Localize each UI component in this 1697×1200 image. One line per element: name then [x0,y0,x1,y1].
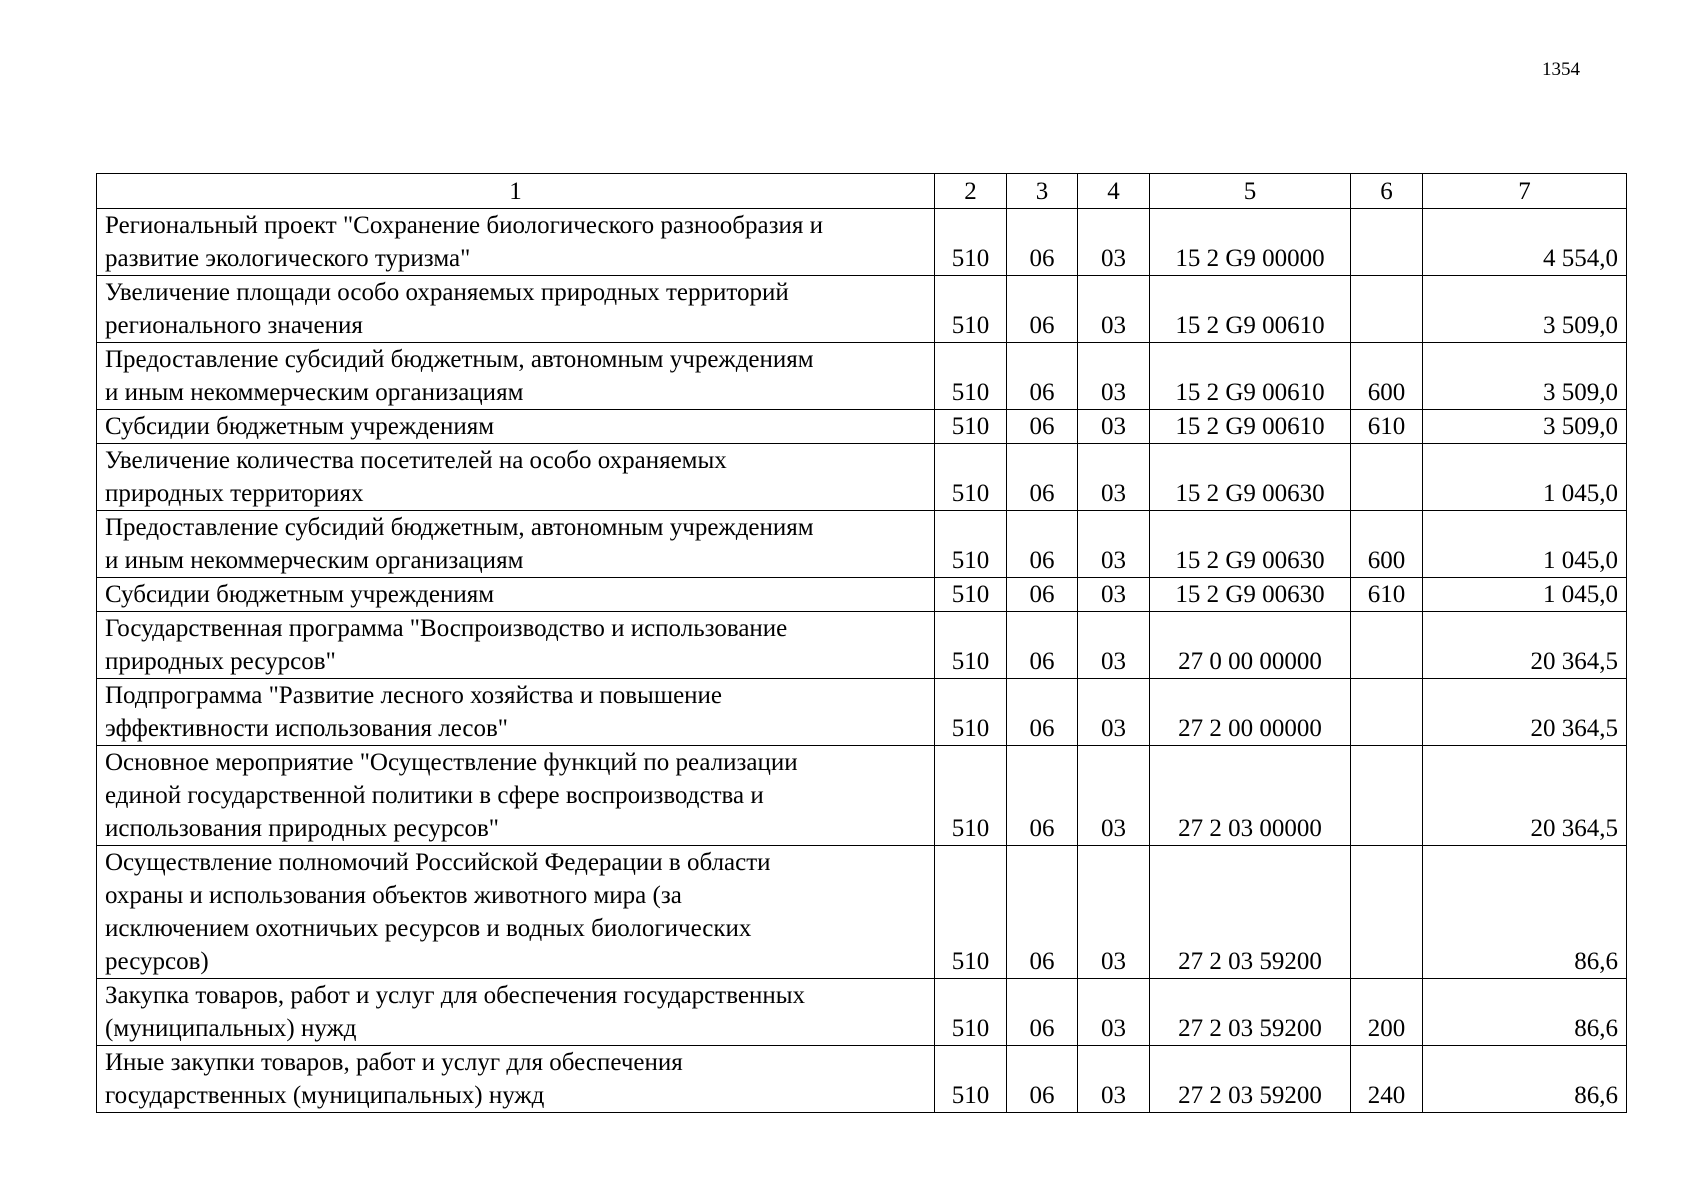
section-cell: 06 [1007,746,1078,846]
row-name-line: (муниципальных) нужд [105,1015,357,1042]
admin-code-cell: 510 [935,410,1007,444]
expense-type-cell [1351,612,1423,679]
row-name-line: единой государственной политики в сфере воспроизводства и [105,782,764,809]
target-article-cell: 27 2 03 59200 [1150,1046,1351,1113]
section-cell: 06 [1007,444,1078,511]
row-name-cell [97,846,935,979]
row-name-line: Закупка товаров, работ и услуг для обеспечения государственных [105,982,806,1009]
target-article-cell: 15 2 G9 00000 [1150,209,1351,276]
subsection-cell: 03 [1078,343,1150,410]
admin-code-cell: 510 [935,846,1007,979]
column-header-5: 5 [1150,174,1351,209]
row-name-cell [97,209,935,276]
admin-code-cell: 510 [935,612,1007,679]
expense-type-cell: 610 [1351,578,1423,612]
row-name-cell [97,444,935,511]
table-row [97,578,1627,612]
row-name-line: ресурсов) [105,948,209,975]
admin-code-cell: 510 [935,746,1007,846]
admin-code-cell: 510 [935,578,1007,612]
expense-type-cell [1351,846,1423,979]
target-article-cell: 27 2 03 00000 [1150,746,1351,846]
row-name-line: Подпрограмма "Развитие лесного хозяйства и повышение [105,682,723,709]
table-row [97,276,1627,343]
amount-cell: 86,6 [1423,979,1627,1046]
target-article-cell: 15 2 G9 00630 [1150,444,1351,511]
target-article-cell: 15 2 G9 00630 [1150,511,1351,578]
expense-type-cell [1351,746,1423,846]
row-name-line: охраны и использования объектов животного мира (за [105,882,682,909]
target-article-cell: 15 2 G9 00610 [1150,343,1351,410]
table-row [97,410,1627,444]
subsection-cell: 03 [1078,979,1150,1046]
section-cell: 06 [1007,578,1078,612]
amount-cell: 1 045,0 [1423,578,1627,612]
row-name-line: природных ресурсов" [105,648,336,675]
section-cell: 06 [1007,679,1078,746]
column-header-6: 6 [1351,174,1423,209]
row-name-cell [97,1046,935,1113]
row-name-line: Основное мероприятие "Осуществление функций по реализации [105,749,798,776]
table-row [97,343,1627,410]
column-header-1: 1 [97,174,935,209]
page-number: 1354 [1542,59,1580,80]
amount-cell: 1 045,0 [1423,511,1627,578]
subsection-cell: 03 [1078,511,1150,578]
expense-type-cell: 610 [1351,410,1423,444]
amount-cell: 20 364,5 [1423,746,1627,846]
target-article-cell: 27 2 00 00000 [1150,679,1351,746]
row-name-cell [97,276,935,343]
admin-code-cell: 510 [935,511,1007,578]
subsection-cell: 03 [1078,679,1150,746]
row-name-line: Предоставление субсидий бюджетным, автономным учреждениям [105,514,814,541]
row-name-line: Государственная программа "Воспроизводство и использование [105,615,788,642]
amount-cell: 3 509,0 [1423,276,1627,343]
admin-code-cell: 510 [935,209,1007,276]
table-row [97,746,1627,846]
table-row [97,511,1627,578]
row-name-cell [97,511,935,578]
row-name-line: Иные закупки товаров, работ и услуг для обеспечения [105,1049,683,1076]
amount-cell: 20 364,5 [1423,679,1627,746]
row-name-cell [97,578,935,612]
section-cell: 06 [1007,979,1078,1046]
table-row [97,612,1627,679]
amount-cell: 20 364,5 [1423,612,1627,679]
row-name-line: Субсидии бюджетным учреждениям [105,413,495,440]
expense-type-cell: 600 [1351,511,1423,578]
admin-code-cell: 510 [935,979,1007,1046]
section-cell: 06 [1007,276,1078,343]
section-cell: 06 [1007,343,1078,410]
target-article-cell: 15 2 G9 00630 [1150,578,1351,612]
row-name-line: и иным некоммерческим организациям [105,547,524,574]
expense-type-cell: 600 [1351,343,1423,410]
row-name-line: использования природных ресурсов" [105,815,499,842]
table-row [97,209,1627,276]
row-name-line: государственных (муниципальных) нужд [105,1082,545,1109]
table-row [97,679,1627,746]
row-name-line: Увеличение площади особо охраняемых природных территорий [105,279,789,306]
expense-type-cell: 240 [1351,1046,1423,1113]
amount-cell: 86,6 [1423,1046,1627,1113]
target-article-cell: 27 2 03 59200 [1150,979,1351,1046]
row-name-cell [97,679,935,746]
row-name-cell [97,979,935,1046]
admin-code-cell: 510 [935,1046,1007,1113]
section-cell: 06 [1007,1046,1078,1113]
amount-cell: 4 554,0 [1423,209,1627,276]
subsection-cell: 03 [1078,276,1150,343]
admin-code-cell: 510 [935,276,1007,343]
subsection-cell: 03 [1078,612,1150,679]
expense-type-cell [1351,444,1423,511]
subsection-cell: 03 [1078,410,1150,444]
subsection-cell: 03 [1078,209,1150,276]
column-header-3: 3 [1007,174,1078,209]
expense-type-cell: 200 [1351,979,1423,1046]
budget-table [96,173,1627,1113]
subsection-cell: 03 [1078,746,1150,846]
row-name-line: эффективности использования лесов" [105,715,509,742]
column-header-7: 7 [1423,174,1627,209]
row-name-line: природных территориях [105,480,364,507]
section-cell: 06 [1007,612,1078,679]
column-header-2: 2 [935,174,1007,209]
section-cell: 06 [1007,511,1078,578]
row-name-cell [97,746,935,846]
subsection-cell: 03 [1078,1046,1150,1113]
row-name-line: Субсидии бюджетным учреждениям [105,581,495,608]
table-row [97,979,1627,1046]
row-name-line: развитие экологического туризма" [105,245,471,272]
expense-type-cell [1351,276,1423,343]
table-row [97,1046,1627,1113]
amount-cell: 86,6 [1423,846,1627,979]
section-cell: 06 [1007,209,1078,276]
subsection-cell: 03 [1078,444,1150,511]
amount-cell: 3 509,0 [1423,343,1627,410]
row-name-cell [97,410,935,444]
header-row [97,174,1627,209]
target-article-cell: 15 2 G9 00610 [1150,410,1351,444]
row-name-cell [97,343,935,410]
admin-code-cell: 510 [935,444,1007,511]
admin-code-cell: 510 [935,679,1007,746]
table-row [97,846,1627,979]
subsection-cell: 03 [1078,578,1150,612]
row-name-line: регионального значения [105,312,363,339]
target-article-cell: 27 0 00 00000 [1150,612,1351,679]
row-name-line: и иным некоммерческим организациям [105,379,524,406]
section-cell: 06 [1007,846,1078,979]
admin-code-cell: 510 [935,343,1007,410]
row-name-line: исключением охотничьих ресурсов и водных биологических [105,915,752,942]
expense-type-cell [1351,679,1423,746]
subsection-cell: 03 [1078,846,1150,979]
column-header-4: 4 [1078,174,1150,209]
amount-cell: 3 509,0 [1423,410,1627,444]
row-name-line: Предоставление субсидий бюджетным, автономным учреждениям [105,346,814,373]
target-article-cell: 15 2 G9 00610 [1150,276,1351,343]
table-body [97,174,1627,1113]
row-name-cell [97,612,935,679]
target-article-cell: 27 2 03 59200 [1150,846,1351,979]
amount-cell: 1 045,0 [1423,444,1627,511]
row-name-line: Увеличение количества посетителей на особо охраняемых [105,447,727,474]
section-cell: 06 [1007,410,1078,444]
table-row [97,444,1627,511]
row-name-line: Региональный проект "Сохранение биологического разнообразия и [105,212,823,239]
row-name-line: Осуществление полномочий Российской Федерации в области [105,849,771,876]
expense-type-cell [1351,209,1423,276]
